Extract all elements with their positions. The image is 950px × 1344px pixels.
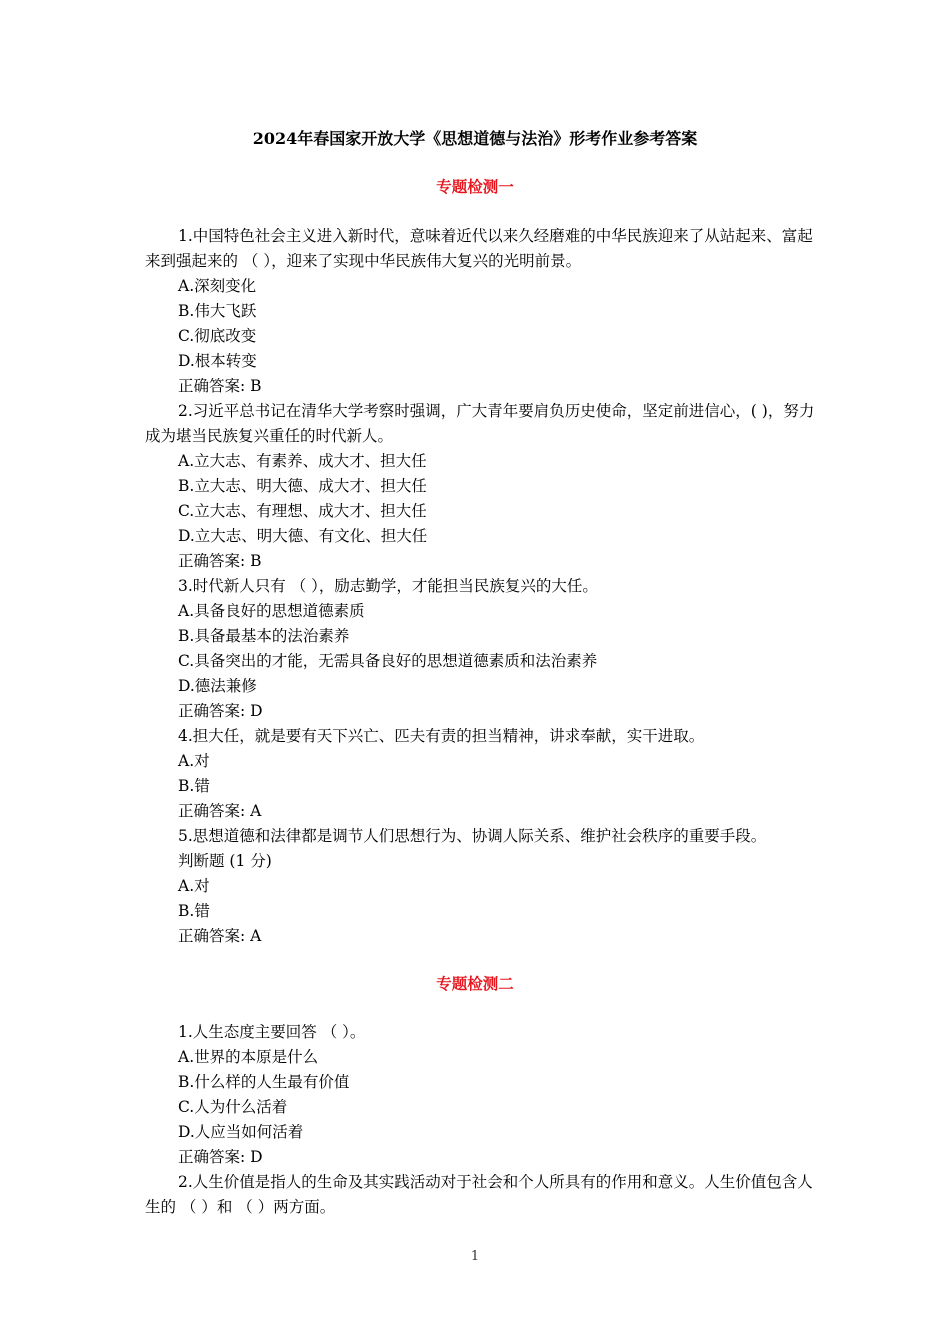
option: B.具备最基本的法治素养 xyxy=(178,627,350,645)
option: B.错 xyxy=(178,902,210,920)
option: C.彻底改变 xyxy=(178,327,257,345)
section-1-content xyxy=(145,224,815,949)
option: C.人为什么活着 xyxy=(178,1098,288,1116)
question-text: 2.人生价值是指人的生命及其实践活动对于社会和个人所具有的作用和意义。人生价值包含人生的 （ ）和 （ ）两方面。 xyxy=(145,1173,813,1216)
option: A.立大志、有素养、成大才、担大任 xyxy=(178,452,427,470)
answer: 正确答案: B xyxy=(178,552,262,570)
option: C.具备突出的才能，无需具备良好的思想道德素质和法治素养 xyxy=(178,652,598,670)
answer: 正确答案: A xyxy=(178,802,262,820)
answer: 正确答案: B xyxy=(178,377,262,395)
question-text: 4.担大任，就是要有天下兴亡、匹夫有责的担当精神，讲求奉献，实干进取。 xyxy=(178,727,705,745)
option: A.世界的本原是什么 xyxy=(178,1048,319,1066)
option: A.具备良好的思想道德素质 xyxy=(178,602,365,620)
page-number: 1 xyxy=(470,1249,480,1264)
answer: 正确答案: D xyxy=(178,1148,263,1166)
answer: 正确答案: D xyxy=(178,702,263,720)
question-text: 3.时代新人只有 （ ），励志勤学，才能担当民族复兴的大任。 xyxy=(178,577,598,595)
answer: 正确答案: A xyxy=(178,927,262,945)
option: B.立大志、明大德、成大才、担大任 xyxy=(178,477,427,495)
question-text: 2.习近平总书记在清华大学考察时强调，广大青年要肩负历史使命，坚定前进信心，( )，努力成为堪当民族复兴重任的时代新人。 xyxy=(145,402,815,445)
option: B.错 xyxy=(178,777,210,795)
document-title: 2024年春国家开放大学《思想道德与法治》形考作业参考答案 xyxy=(252,129,698,148)
option: D.立大志、明大德、有文化、担大任 xyxy=(178,527,428,545)
question-text: 5.思想道德和法律都是调节人们思想行为、协调人际关系、维护社会秩序的重要手段。 xyxy=(178,827,767,845)
option: D.人应当如何活着 xyxy=(178,1123,304,1141)
option: D.根本转变 xyxy=(178,352,257,370)
option: A.对 xyxy=(178,752,210,770)
option: B.伟大飞跃 xyxy=(178,302,257,320)
option: A.对 xyxy=(178,877,210,895)
section-title-2: 专题检测二 xyxy=(436,974,514,993)
option: C.立大志、有理想、成大才、担大任 xyxy=(178,502,427,520)
option: B.什么样的人生最有价值 xyxy=(178,1073,350,1091)
option: D.德法兼修 xyxy=(178,677,257,695)
question-type-note: 判断题 (1 分) xyxy=(178,852,272,870)
option: A.深刻变化 xyxy=(178,277,257,295)
section-2-content xyxy=(145,1020,815,1220)
question-text: 1.人生态度主要回答 （ ）。 xyxy=(178,1023,366,1041)
section-title-1: 专题检测一 xyxy=(436,177,514,196)
question-text: 1.中国特色社会主义进入新时代，意味着近代以来久经磨难的中华民族迎来了从站起来、富起来到强起来的 （ ），迎来了实现中华民族伟大复兴的光明前景。 xyxy=(145,227,813,270)
